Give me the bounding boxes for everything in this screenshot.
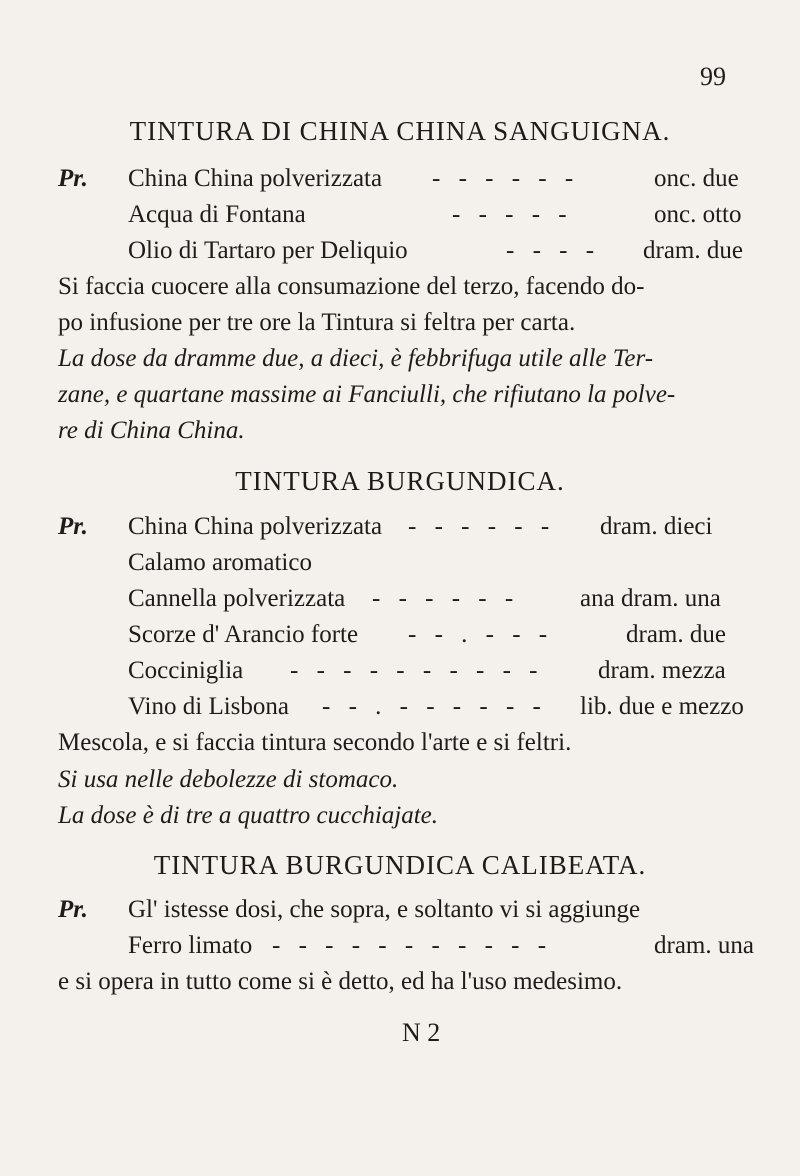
- ingredient-name: Acqua di Fontana: [128, 201, 306, 228]
- ingredient-qty: dram. mezza: [598, 657, 726, 684]
- usage-note: re di China China.: [58, 417, 245, 444]
- ingredient-dashes: - - . - - -: [408, 621, 554, 648]
- ingredient-dashes: - - - - - -: [372, 585, 520, 612]
- usage-note: La dose da dramme due, a dieci, è febbrifuga utile alle Ter-: [58, 345, 654, 372]
- ingredient-dashes: - - - - -: [452, 201, 573, 228]
- ingredient-qty: ana dram. una: [580, 585, 721, 612]
- ingredient-dashes: - - - - - -: [408, 513, 556, 540]
- section-title-china-sanguigna: TINTURA DI CHINA CHINA SANGUIGNA.: [129, 116, 671, 146]
- ingredient-qty: onc. otto: [654, 201, 742, 228]
- body-text: po infusione per tre ore la Tintura si feltra per carta.: [58, 309, 576, 336]
- ingredient-name: Olio di Tartaro per Deliquio: [128, 237, 408, 264]
- ingredient-qty: dram. una: [654, 932, 754, 959]
- body-text: Mescola, e si faccia tintura secondo l'arte e si feltri.: [58, 729, 572, 756]
- ingredient-name: Ferro limato: [128, 932, 253, 959]
- ingredient-dashes: - - . - - - - - -: [322, 693, 547, 720]
- ingredient-name: China China polverizzata: [128, 165, 383, 192]
- ingredient-name: Cannella polverizzata: [128, 585, 346, 612]
- pr-label: Pr.: [58, 165, 88, 192]
- usage-note: Si usa nelle debolezze di stomaco.: [58, 766, 399, 793]
- ingredient-name: Vino di Lisbona: [128, 693, 289, 720]
- ingredient-name: Cocciniglia: [128, 657, 244, 684]
- usage-note: zane, e quartane massime ai Fanciulli, che rifiutano la polve-: [58, 381, 676, 408]
- ingredient-qty: dram. due: [626, 621, 726, 648]
- body-text: Si faccia cuocere alla consumazione del terzo, facendo do-: [58, 273, 645, 300]
- page-number: 99: [700, 62, 726, 91]
- ingredient-dashes: - - - - - - - - - -: [290, 657, 544, 684]
- section-title-burgundica: TINTURA BURGUNDICA.: [235, 466, 565, 496]
- ingredient-qty: onc. due: [654, 165, 739, 192]
- signature-mark: N 2: [402, 1018, 441, 1047]
- ingredient-dashes: - - - - - - - - - - -: [272, 932, 553, 959]
- body-text: Gl' istesse dosi, che sopra, e soltanto vi si aggiunge: [128, 896, 641, 923]
- pr-label: Pr.: [58, 896, 88, 923]
- ingredient-dashes: - - - -: [506, 237, 601, 264]
- ingredient-qty: dram. due: [643, 237, 743, 264]
- ingredient-dashes: - - - - - -: [432, 165, 580, 192]
- ingredient-qty: dram. dieci: [600, 513, 713, 540]
- section-title-burgundica-calibeata: TINTURA BURGUNDICA CALIBEATA.: [153, 850, 647, 880]
- pr-label: Pr.: [58, 513, 88, 540]
- body-text: e si opera in tutto come si è detto, ed ha l'uso medesimo.: [58, 968, 623, 995]
- ingredient-name: Scorze d' Arancio forte: [128, 621, 359, 648]
- ingredient-name: China China polverizzata: [128, 513, 383, 540]
- ingredient-name: Calamo aromatico: [128, 549, 312, 576]
- usage-note: La dose è di tre a quattro cucchiajate.: [58, 802, 439, 829]
- ingredient-qty: lib. due e mezzo: [580, 693, 744, 720]
